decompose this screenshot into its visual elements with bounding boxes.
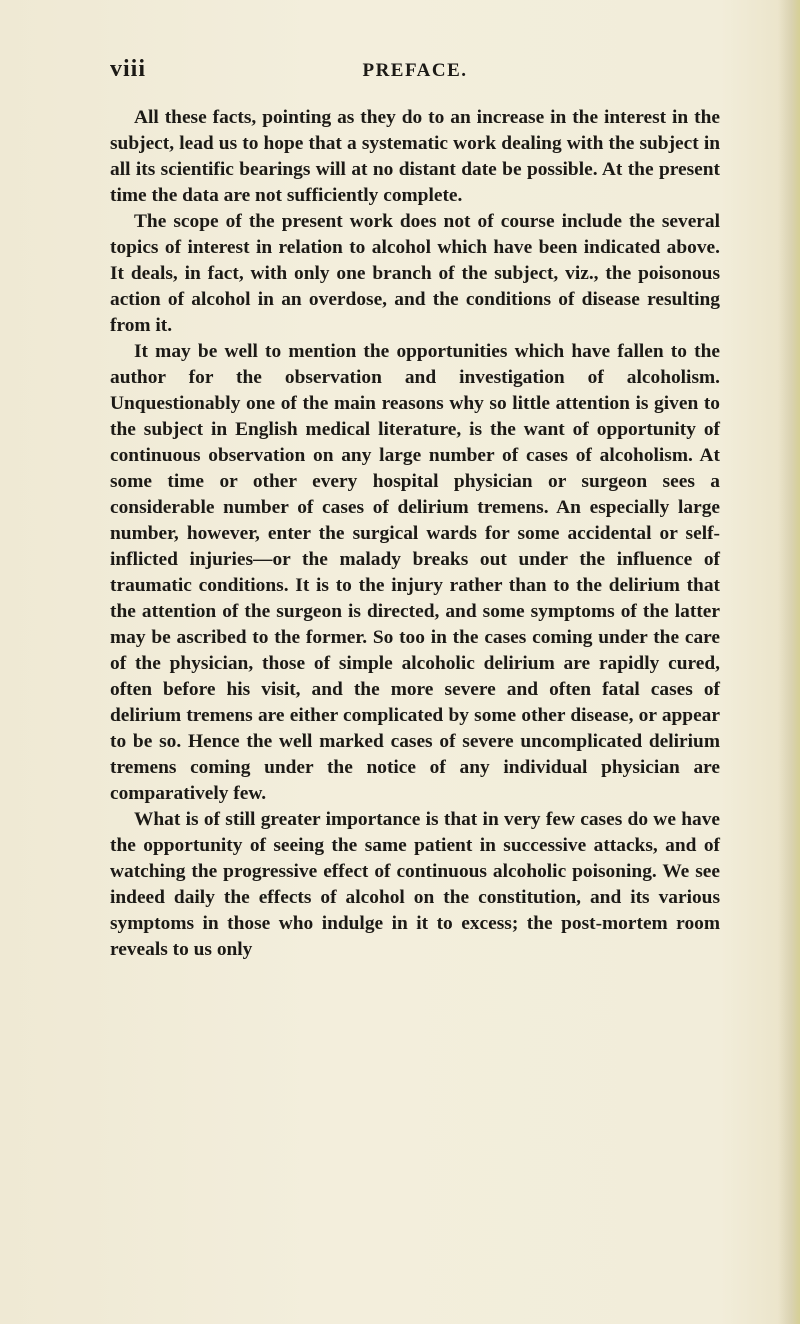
running-head-title: PREFACE. [362,60,468,81]
paragraph: The scope of the present work does not of course include the several topics of interest in relation to alcohol which have been indicated above. It deals, in fact, with only one branch of the subject, viz., the poisonous action of alcohol in an overdose, and the conditions of disease resulting from it. [110,211,720,336]
running-head [110,56,720,86]
paragraph: It may be well to mention the opportunities which have fallen to the author for the observation and investigation of alcoholism. Unquestionably one of the main reasons why so little attention is given to the subject in English medical literature, is the want of opportunity of continuous observation on any large number of cases of alcoholism. At some time or other every hospital physician or surgeon sees a considerable number of cases of delirium tremens. An especially large number, however, enter the surgical wards for some accidental or self-inflicted injuries—or the malady breaks out under the influence of traumatic conditions. It is to the injury rather than to the delirium that the attention of the surgeon is directed, and some symptoms of the latter may be ascribed to the former. So too in the cases coming under the care of the physician, those of simple alcoholic delirium are rapidly cured, often before his visit, and the more severe and often fatal cases of delirium tremens are either complicated by some other disease, or appear to be so. Hence the well marked cases of severe uncomplicated delirium tremens coming under the notice of any individual physician are comparatively few. [110,341,720,804]
page-number: viii [110,56,147,82]
page-edge-shadow [778,0,800,1324]
paragraph: What is of still greater importance is that in very few cases do we have the opportunity of seeing the same patient in successive attacks, and of watching the progressive effect of continuous alcoholic poisoning. We see indeed daily the effects of alcohol on the constitution, and its various symptoms in those who indulge in it to excess; the post-mortem room reveals to us only [110,809,720,960]
body-text [110,105,720,963]
paragraph: All these facts, pointing as they do to an increase in the interest in the subject, lead us to hope that a systematic work dealing with the subject in all its scientific bearings will at no distant date be possible. At the present time the data are not sufficiently complete. [110,107,720,206]
